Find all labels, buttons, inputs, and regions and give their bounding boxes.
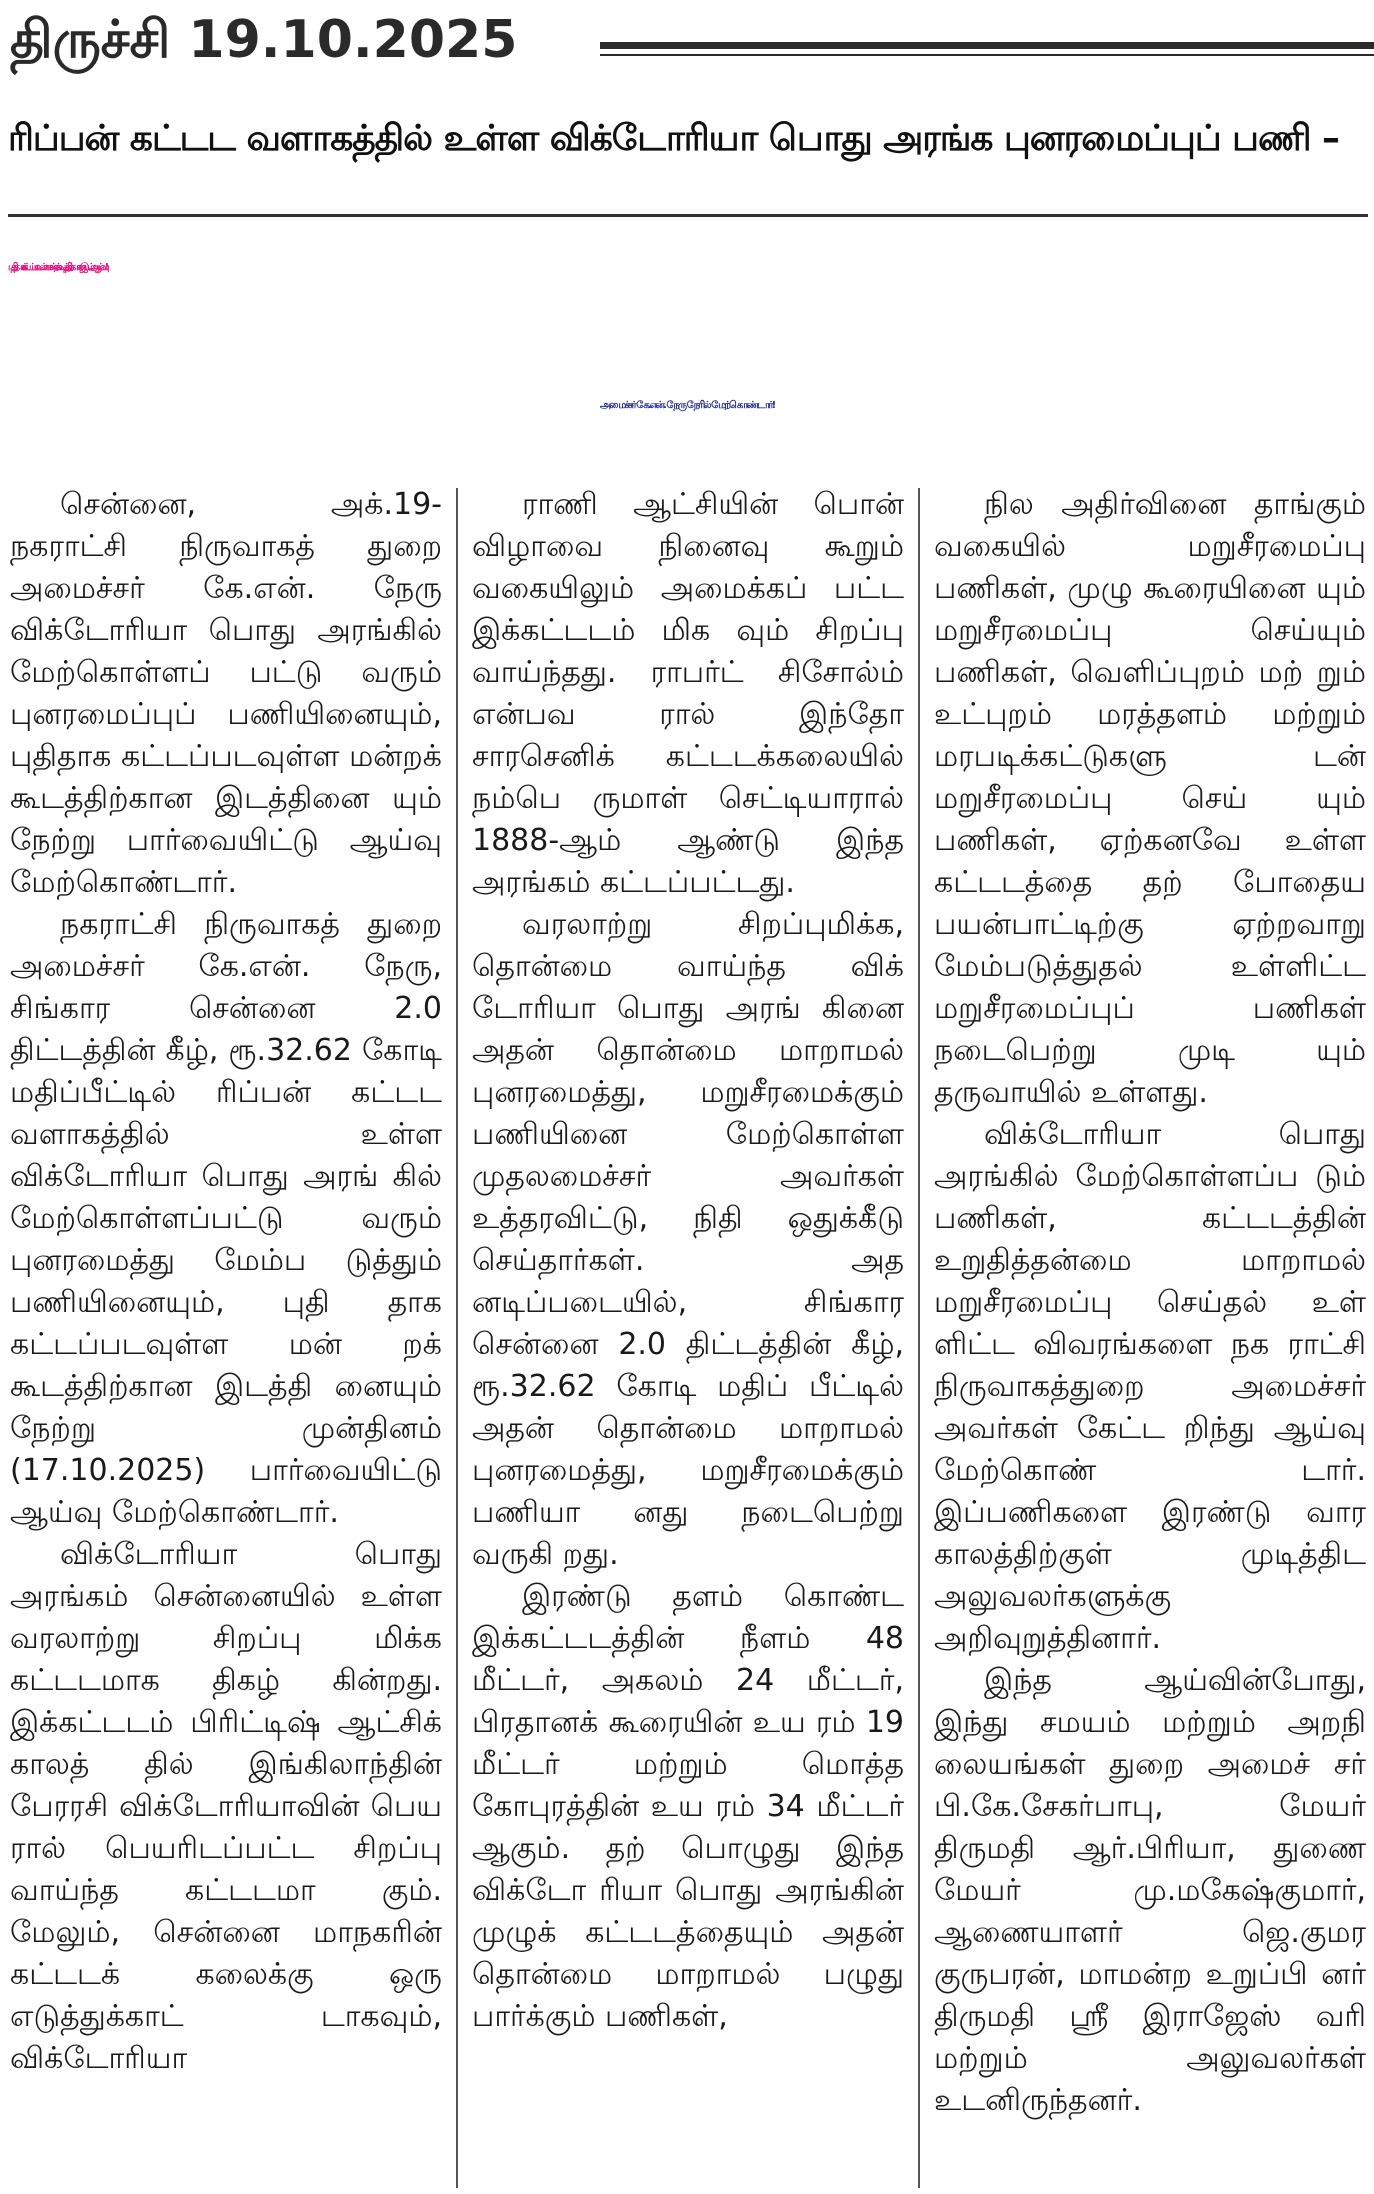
sub-headline: அமைச்சர் கே.என். நேரு நேரில் மேற்கொண்டார்! [599, 400, 775, 411]
article-paragraph: விக்டோரியா பொது அரங்கில் மேற்கொள்ளப்ப டும் பணிகள், கட்டடத்தின் உறுதித்தன்மை மாறாமல் மறுசீரமைப்பு செய்தல் உள் ளிட்ட விவரங்களை நக ராட்சி நிருவாகத்துறை அமைச்சர் அவர்கள் கேட்ட றிந்து ஆய்வு மேற்கொண் டார். இப்பணிகளை இரண்டு வார காலத்திற்குள் முடித்திட அலுவலர்களுக்கு அறிவுறுத்தினார். [934, 1117, 1366, 1656]
masthead-rule-thick [600, 42, 1374, 49]
column-divider [456, 488, 458, 2188]
main-headline: புதிதாகக் கட்டப்பட உள்ள மன்றக் கூடத்திற்கான இடம் ஆய்வு! [8, 262, 105, 273]
article-paragraph: இந்த ஆய்வின்போது, இந்து சமயம் மற்றும் அறநி லையங்கள் துறை அமைச் சர் பி.கே.சேகர்பாபு, மேயர் திருமதி ஆர்.பிரியா, துணை மேயர் மு.மகேஷ்குமார், ஆணையாளர் ஜெ.குமர குருபரன், மாமன்ற உறுப்பி னர் திருமதி ஸ்ரீ இராஜேஸ் வரி மற்றும் அலுவலர்கள் உடனிருந்தனர். [934, 1663, 1366, 2118]
article-paragraph: இரண்டு தளம் கொண்ட இக்கட்டடத்தின் நீளம் 48 மீட்டர், அகலம் 24 மீட்டர், பிரதானக் கூரையின் உய ரம் 19 மீட்டர் மற்றும் மொத்த கோபுரத்தின் உய ரம் 34 மீட்டர் ஆகும். தற் பொழுது இந்த விக்டோ ரியா பொது அரங்கின் முழுக் கட்டடத்தையும் அதன் தொன்மை மாறாமல் பழுது பார்க்கும் பணிகள், [472, 1579, 904, 2034]
column-divider [918, 488, 920, 2188]
article-paragraph: ராணி ஆட்சியின் பொன் விழாவை நினைவு கூறும் வகையிலும் அமைக்கப் பட்ட இக்கட்டடம் மிக வும் சிறப்பு வாய்ந்தது. ராபர்ட் சிசோல்ம் என்பவ ரால் இந்தோ சாரசெனிக் கட்டடக்கலையில் நம்பெ ருமாள் செட்டியாரால் 1888-ஆம் ஆண்டு இந்த அரங்கம் கட்டப்பட்டது. [472, 487, 904, 900]
article-paragraph: நகராட்சி நிருவாகத் துறை அமைச்சர் கே.என். நேரு, சிங்கார சென்னை 2.0 திட்டத்தின் கீழ், ரூ.32.62 கோடி மதிப்பீட்டில் ரிப்பன் கட்டட வளாகத்தில் உள்ள விக்டோரியா பொது அரங் கில் மேற்கொள்ளப்பட்டு வரும் புனரமைத்து மேம்ப டுத்தும் பணியினையும், புதி தாக கட்டப்படவுள்ள மன் றக் கூடத்திற்கான இடத்தி னையும் நேற்று முன்தினம் (17.10.2025) பார்வையிட்டு ஆய்வு மேற்கொண்டார். [10, 907, 442, 1530]
masthead [0, 0, 1374, 80]
article-column-3 [934, 484, 1366, 2190]
article-paragraph: நில அதிர்வினை தாங்கும் வகையில் மறுசீரமைப்பு பணிகள், முழு கூரையினை யும் மறுசீரமைப்பு செய்யும் பணிகள், வெளிப்புறம் மற் றும் உட்புறம் மரத்தளம் மற்றும் மரபடிக்கட்டுகளு டன் மறுசீரமைப்பு செய் யும் பணிகள், ஏற்கனவே உள்ள கட்டடத்தை தற் போதைய பயன்பாட்டிற்கு ஏற்றவாறு மேம்படுத்துதல் உள்ளிட்ட மறுசீரமைப்புப் பணிகள் நடைபெற்று முடி யும் தருவாயில் உள்ளது. [934, 487, 1366, 1110]
masthead-rule-thin [600, 54, 1374, 56]
kicker-headline: ரிப்பன் கட்டட வளாகத்தில் உள்ள விக்டோரியா பொது அரங்க புனரமைப்புப் பணி – [8, 118, 1340, 159]
article-column-1 [10, 484, 442, 2190]
dateline: திருச்சி 19.10.2025 [10, 10, 518, 70]
article-paragraph: சென்னை, அக்.19- நகராட்சி நிருவாகத் துறை அமைச்சர் கே.என். நேரு விக்டோரியா பொது அரங்கில் மேற்கொள்ளப் பட்டு வரும் புனரமைப்புப் பணியினையும், புதிதாக கட்டப்படவுள்ள மன்றக் கூடத்திற்கான இடத்தினை யும் நேற்று பார்வையிட்டு ஆய்வு மேற்கொண்டார். [10, 487, 442, 900]
article-column-2 [472, 484, 904, 2190]
kicker-divider [8, 214, 1368, 217]
article-paragraph: வரலாற்று சிறப்புமிக்க, தொன்மை வாய்ந்த விக் டோரியா பொது அரங் கினை அதன் தொன்மை மாறாமல் புனரமைத்து, மறுசீரமைக்கும் பணியினை மேற்கொள்ள முதலமைச்சர் அவர்கள் உத்தரவிட்டு, நிதி ஒதுக்கீடு செய்தார்கள். அத னடிப்படையில், சிங்கார சென்னை 2.0 திட்டத்தின் கீழ், ரூ.32.62 கோடி மதிப் பீட்டில் அதன் தொன்மை மாறாமல் புனரமைத்து, மறுசீரமைக்கும் பணியா னது நடைபெற்று வருகி றது. [472, 907, 904, 1572]
article-paragraph: விக்டோரியா பொது அரங்கம் சென்னையில் உள்ள வரலாற்று சிறப்பு மிக்க கட்டடமாக திகழ் கின்றது. இக்கட்டடம் பிரிட்டிஷ் ஆட்சிக் காலத் தில் இங்கிலாந்தின் பேரரசி விக்டோரியாவின் பெய ரால் பெயரிடப்பட்ட சிறப்பு வாய்ந்த கட்டடமா கும். மேலும், சென்னை மாநகரின் கட்டடக் கலைக்கு ஒரு எடுத்துக்காட் டாகவும், விக்டோரியா [10, 1537, 442, 2076]
article-body [10, 484, 1366, 2190]
